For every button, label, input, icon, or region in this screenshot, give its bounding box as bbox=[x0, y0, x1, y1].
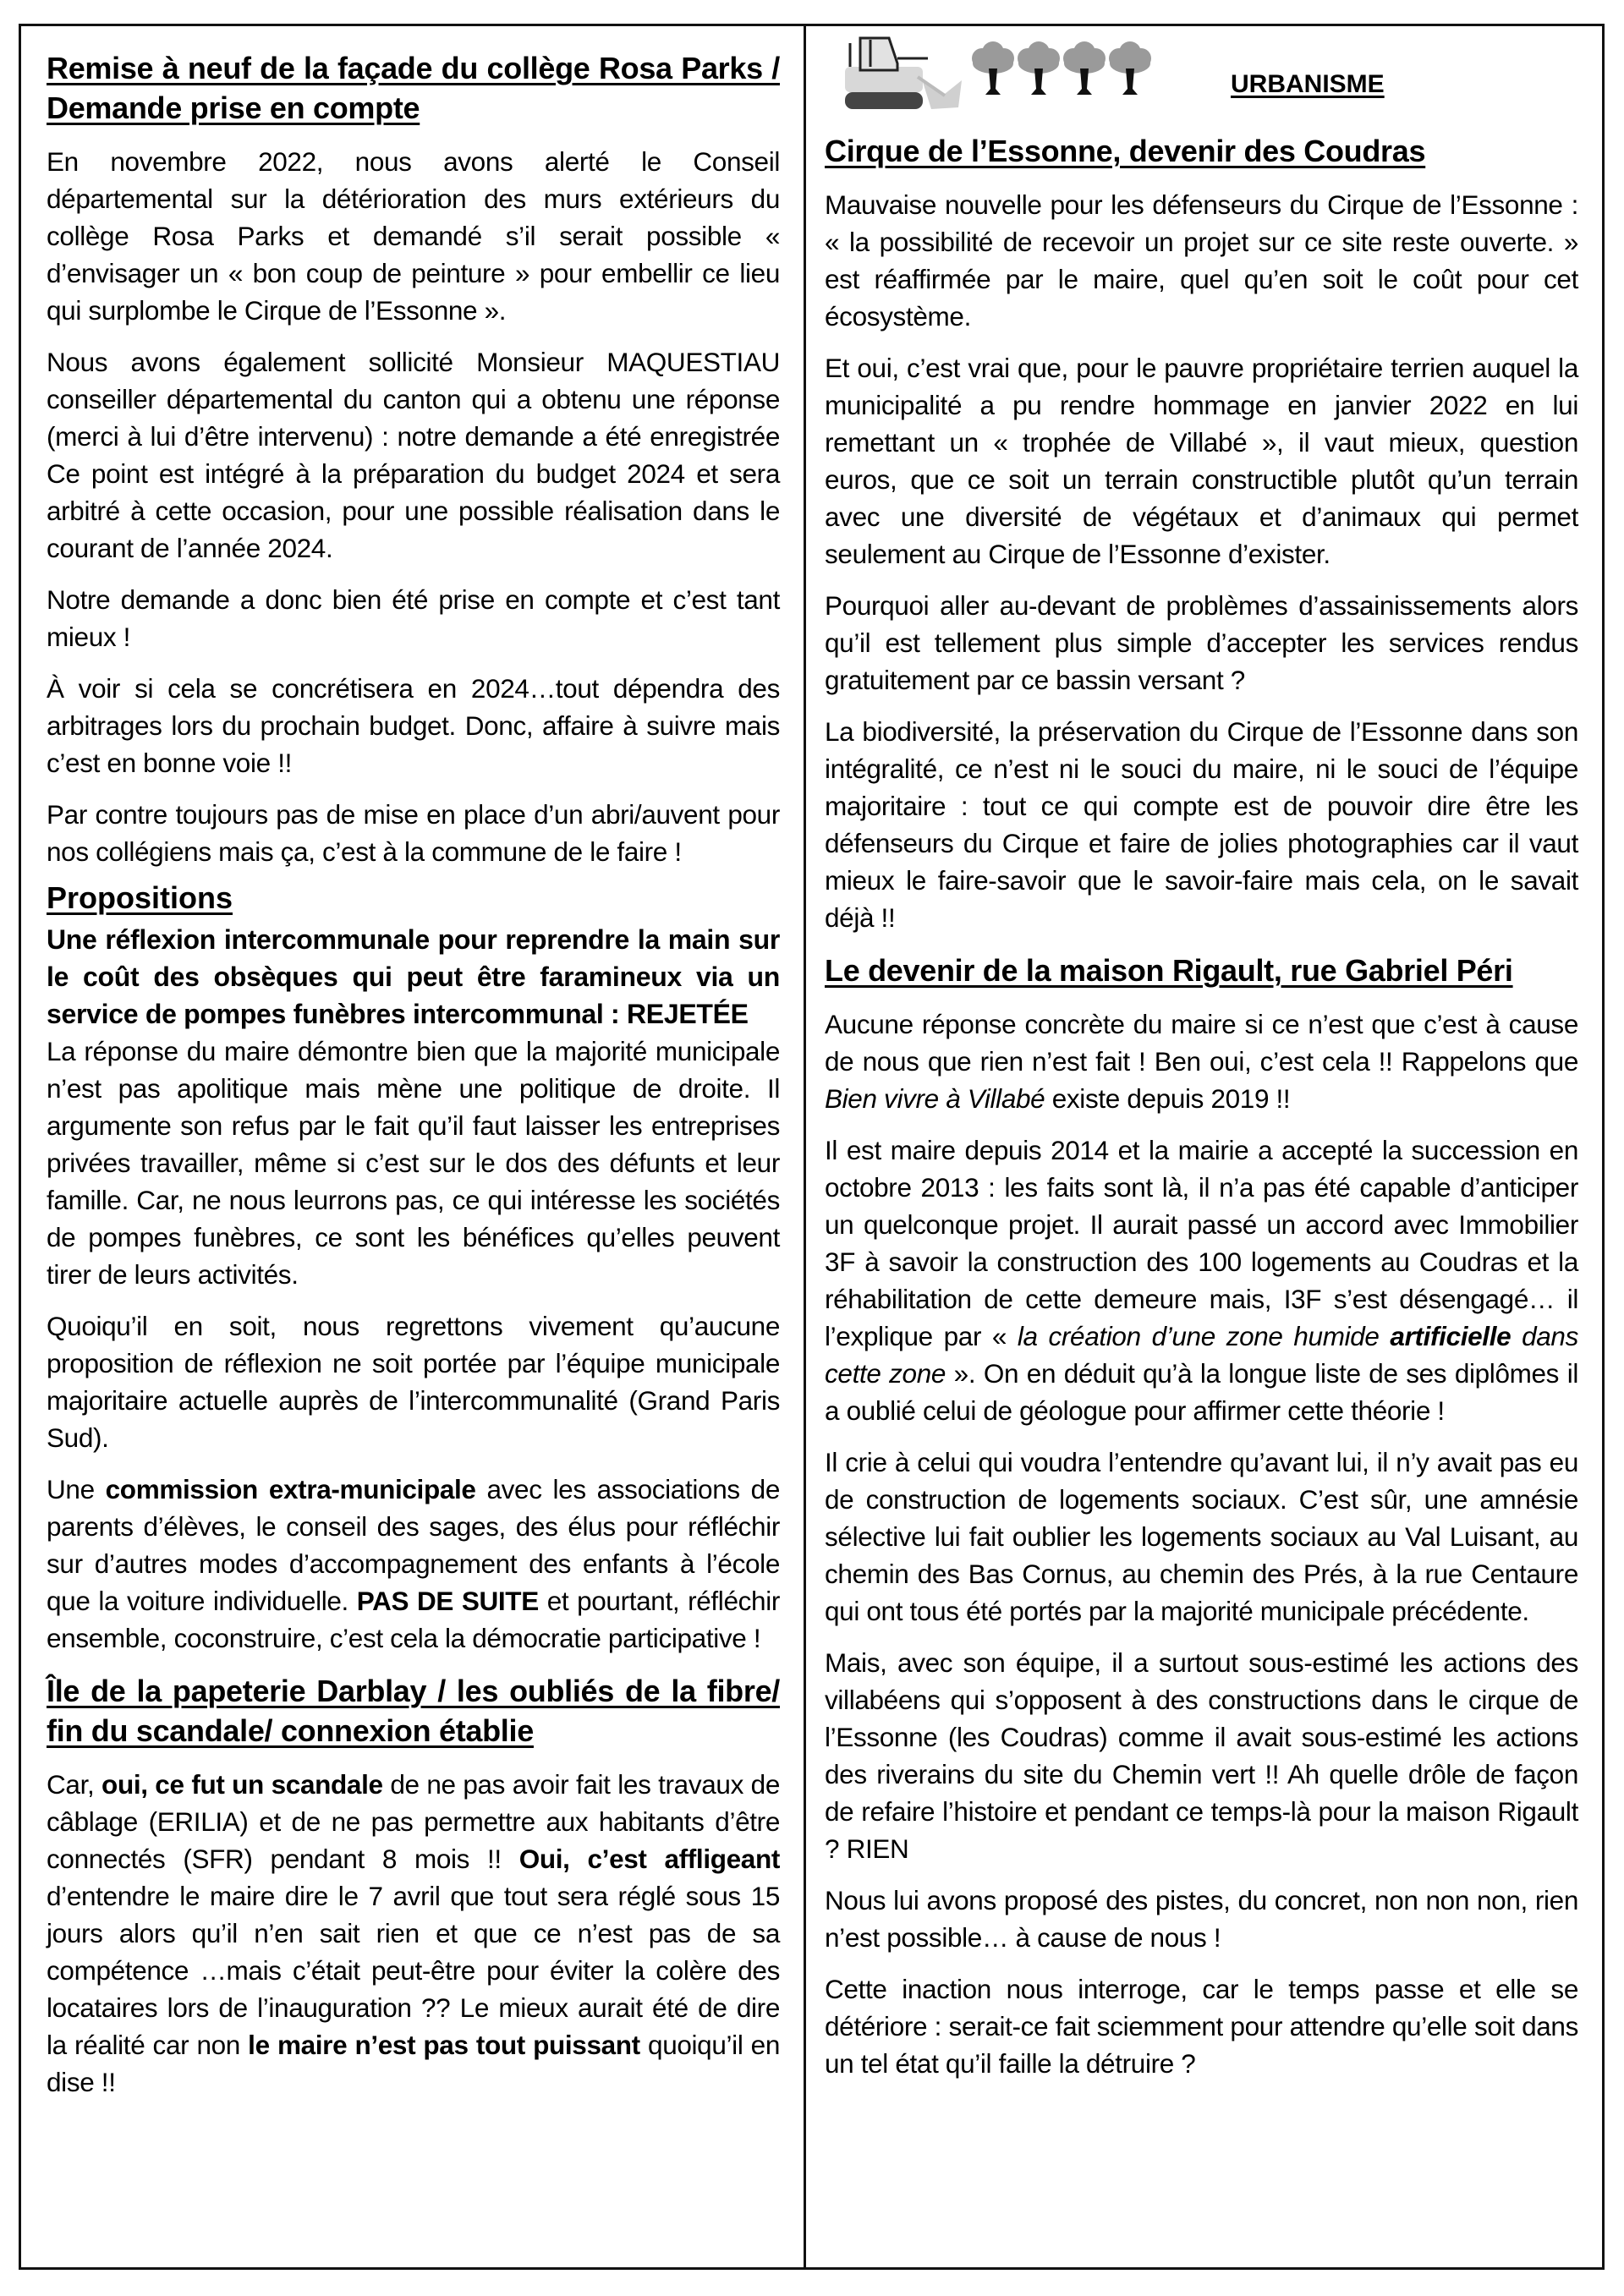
paragraph-fibre bbox=[47, 1766, 780, 2101]
left-column bbox=[19, 24, 806, 2270]
bold-text: oui, ce fut un scandale bbox=[102, 1769, 383, 1800]
paragraph: Mais, avec son équipe, il a surtout sous-estimé les actions des villabéens qui s’opposent à des constructions dans le cirque de l’Essonne (les Coudras) comme il avait sous-estimé les actions des riverains du site du Chemin vert !! Ah quelle drôle de façon de refaire l’histoire et pendant ce temps-là pour la maison Rigault ? RIEN bbox=[825, 1647, 1578, 1864]
bold-text: le maire n’est pas tout puissant bbox=[248, 2030, 640, 2060]
proposition-title: Une réflexion intercommunale pour reprendre la main sur le coût des obsèques qui peut être faramineux via un service de pompes funèbres intercommunal : REJETÉE bbox=[47, 924, 780, 1029]
paragraph: Il crie à celui qui voudra l’entendre qu’avant lui, il n’y avait pas eu de construction de logements sociaux. C’est sûr, une amnésie sélective lui fait oublier les logements sociaux au Val Luisant, au chemin des Bas Cornus, au chemin des Prés, à la rue Centaure qui ont tous été portés par la majorité municipale précédente. bbox=[825, 1447, 1578, 1626]
paragraph: Et oui, c’est vrai que, pour le pauvre propriétaire terrien auquel la municipalité a pu rendre hommage en janvier 2022 en lui remettant un « trophée de Villabé », il vaut mieux, question euros, que ce soit un terrain constructible plutôt qu’un terrain avec une diversité de végétaux et d’animaux qui permet seulement au Cirque de l’Essonne d’exister. bbox=[825, 353, 1578, 569]
text: Aucune réponse concrète du maire si ce n’est que c’est à cause de nous que rien n’est fait ! Ben oui, c’est cela !! Rappelons que bbox=[825, 1009, 1578, 1077]
paragraph: Notre demande a donc bien été prise en compte et c’est tant mieux ! bbox=[47, 584, 780, 652]
tree-icon bbox=[1016, 41, 1062, 96]
heading-cirque-essonne: Cirque de l’Essonne, devenir des Coudras bbox=[825, 134, 1426, 168]
heading-propositions: Propositions bbox=[47, 880, 233, 915]
bold-text: Oui, c’est affligeant bbox=[518, 1844, 780, 1874]
text: Il est maire depuis 2014 et la mairie a accepté la succession en octobre 2013 : les faits sont là, il n’a pas été capable d’anticiper un quelconque projet. Il aurait passé un accord avec Immobilier 3F à savoir la construction des 100 logements au Coudras et la réhabilitation de cette demeure mais, I3F s’est désengagé… il l’explique par « bbox=[825, 1135, 1578, 1351]
urbanisme-header bbox=[825, 26, 1578, 128]
text: et pourtant, réfléchir ensemble, coconstruire, c’est cela la démocratie participative ! bbox=[47, 1586, 780, 1653]
text: d’entendre le maire dire le 7 avril que tout sera réglé sous 15 jours alors qu’il n’en sait rien et que ce n’est pas de sa compétence …mais c’était peut-être pour éviter la colère des locataires lors de l’inauguration ?? Le mieux aurait été de dire la réalité car non bbox=[47, 1881, 780, 2060]
text: de ne pas avoir fait les travaux de câblage (ERILIA) et de ne pas permettre aux habitants d’être connectés (SFR) pendant 8 mois !! bbox=[47, 1769, 780, 1874]
italic-text: dans cette zone bbox=[825, 1321, 1578, 1389]
paragraph: Cette inaction nous interroge, car le temps passe et elle se détériore : serait-ce fait sciemment pour attendre qu’elle soit dans un tel état qu’il faille la détruire ? bbox=[825, 1974, 1578, 2079]
paragraph: La réponse du maire démontre bien que la majorité municipale n’est pas apolitique mais mène une politique de droite. Il argumente son refus par le fait qu’il faut laisser les entreprises privées travailler, même si c’est sur le dos des défunts et leur famille. Car, ne nous leurrons pas, ce qui intéresse les sociétés de pompes funèbres, ce sont les bénéfices qu’elles peuvent tirer de leurs activités. bbox=[47, 1036, 780, 1290]
text: Une bbox=[47, 1474, 106, 1504]
paragraph: Nous lui avons proposé des pistes, du concret, non non non, rien n’est possible… à cause de nous ! bbox=[825, 1885, 1578, 1953]
paragraph: À voir si cela se concrétisera en 2024…tout dépendra des arbitrages lors du prochain budget. Donc, affaire à suivre mais c’est en bonne voie !! bbox=[47, 673, 780, 778]
paragraph: Nous avons également sollicité Monsieur MAQUESTIAU conseiller départemental du canton qui a obtenu une réponse (merci à lui d’être intervenu) : notre demande a été enregistrée Ce point est intégré à la préparation du budget 2024 et sera arbitré à cette occasion, pour une possible réalisation dans le courant de l’année 2024. bbox=[47, 347, 780, 563]
text: avec les associations de parents d’élèves, le conseil des sages, des élus pour réfléchir sur d’autres modes d’accompagnement des enfants à l’école que la voiture individuelle. bbox=[47, 1474, 780, 1616]
bold-italic-text: artificielle bbox=[1390, 1321, 1512, 1351]
paragraph-commission bbox=[47, 1471, 780, 1657]
paragraph: Par contre toujours pas de mise en place d’un abri/auvent pour nos collégiens mais ça, c’est à la commune de le faire ! bbox=[47, 799, 780, 867]
paragraph: La biodiversité, la préservation du Cirque de l’Essonne dans son intégralité, ce n’est ni le souci du maire, ni le souci de l’équipe majoritaire : tout ce qui compte est de pouvoir dire être les défenseurs du Cirque et faire de jolies photographies car il vaut mieux le faire-savoir que le savoir-faire mais cela, on le savait déjà !! bbox=[825, 716, 1578, 933]
trees-row bbox=[970, 41, 1153, 96]
italic-text: la création d’une zone humide bbox=[1017, 1321, 1391, 1351]
text: ». On en déduit qu’à la longue liste de ses diplômes il a oublié celui de géologue pour affirmer cette théorie ! bbox=[825, 1358, 1578, 1426]
text: Car, bbox=[47, 1769, 102, 1800]
bold-text: commission extra-municipale bbox=[105, 1474, 476, 1504]
paragraph-rigault-2 bbox=[825, 1132, 1578, 1429]
heading-facade-college: Remise à neuf de la façade du collège Rosa Parks / Demande prise en compte bbox=[47, 51, 780, 125]
paragraph: Mauvaise nouvelle pour les défenseurs du Cirque de l’Essonne : « la possibilité de recevoir un projet sur ce site reste ouverte. » est réaffirmée par le maire, quel qu’en soit le coût pour cet écosystème. bbox=[825, 189, 1578, 332]
tree-icon bbox=[1107, 41, 1153, 96]
bulldozer-icon bbox=[837, 30, 963, 114]
paragraph-rigault-1 bbox=[825, 1006, 1578, 1117]
paragraph: Quoiqu’il en soit, nous regrettons vivement qu’aucune proposition de réflexion ne soit portée par l’équipe municipale majoritaire actuelle auprès de l’intercommunalité (Grand Paris Sud). bbox=[47, 1311, 780, 1453]
paragraph: Pourquoi aller au-devant de problèmes d’assainissements alors qu’il est tellement plus simple d’accepter les services rendus gratuitement par ce bassin versant ? bbox=[825, 590, 1578, 695]
italic-text: Bien vivre à Villabé bbox=[825, 1083, 1045, 1114]
heading-maison-rigault: Le devenir de la maison Rigault, rue Gabriel Péri bbox=[825, 953, 1513, 988]
bold-text: PAS DE SUITE bbox=[356, 1586, 539, 1616]
text: existe depuis 2019 !! bbox=[1045, 1083, 1291, 1114]
tree-icon bbox=[1062, 41, 1107, 96]
section-label-urbanisme: URBANISME bbox=[1231, 70, 1385, 98]
paragraph: En novembre 2022, nous avons alerté le Conseil départemental sur la détérioration des murs extérieurs du collège Rosa Parks et demandé s’il serait possible « d’envisager un « bon coup de peinture » pour embellir ce lieu qui surplombe le Cirque de l’Essonne ». bbox=[47, 146, 780, 326]
tree-icon bbox=[970, 41, 1016, 96]
right-column bbox=[804, 24, 1605, 2270]
heading-papeterie-darblay: Île de la papeterie Darblay / les oubliés de la fibre/ fin du scandale/ connexion établie bbox=[47, 1674, 780, 1748]
text: quoiqu’il en dise !! bbox=[47, 2030, 780, 2097]
